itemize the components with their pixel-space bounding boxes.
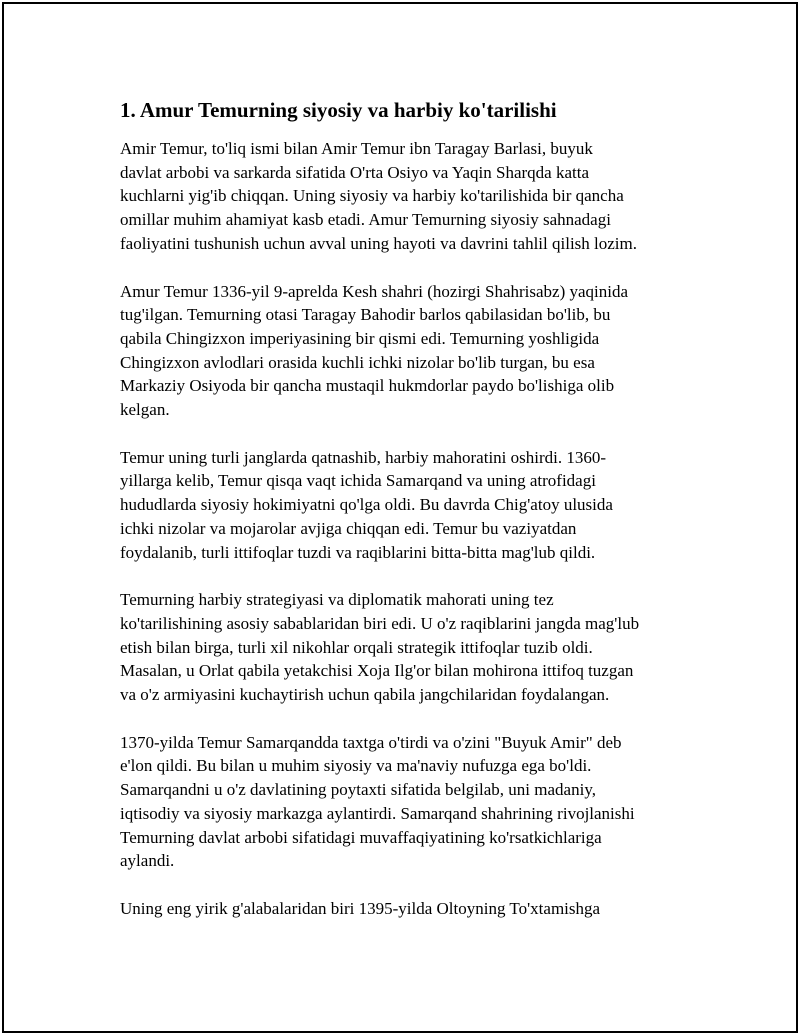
text-line: va o'z armiyasini kuchaytirish uchun qabila jangchilaridan foydalangan. <box>120 685 610 705</box>
paragraph <box>120 897 690 921</box>
paragraph-list <box>120 137 690 921</box>
text-line: davlat arbobi va sarkarda sifatida O'rta Osiyo va Yaqin Sharqda katta <box>120 162 590 182</box>
text-line: foydalanib, turli ittifoqlar tuzdi va raqiblarini bitta-bitta mag'lub qildi. <box>120 542 596 562</box>
paragraph <box>120 137 690 256</box>
text-line: qabila Chingizxon imperiyasining bir qismi edi. Temurning yoshligida <box>120 328 600 348</box>
text-line: etish bilan birga, turli xil nikohlar orqali strategik ittifoqlar tuzib oldi. <box>120 637 593 657</box>
text-line: Amir Temur, to'liq ismi bilan Amir Temur ibn Taragay Barlasi, buyuk <box>120 139 593 158</box>
text-line: aylandi. <box>120 851 175 871</box>
text-line: Temurning davlat arbobi sifatidagi muvaffaqiyatining ko'rsatkichlariga <box>120 827 602 847</box>
text-line: ko'tarilishining asosiy sabablaridan biri edi. U o'z raqiblarini jangda mag'lub <box>120 613 640 633</box>
text-line: ichki nizolar va mojarolar avjiga chiqqan edi. Temur bu vaziyatdan <box>120 518 577 538</box>
text-line: omillar muhim ahamiyat kasb etadi. Amur Temurning siyosiy sahnadagi <box>120 210 611 230</box>
text-line: Temurning harbiy strategiyasi va diplomatik mahorati uning tez <box>120 590 554 610</box>
text-line: Amur Temur 1336-yil 9-aprelda Kesh shahri (hozirgi Shahrisabz) yaqinida <box>120 281 629 301</box>
text-line: Uning eng yirik g'alabalaridan biri 1395-yilda Oltoyning To'xtamishga <box>120 898 601 918</box>
text-line: Chingizxon avlodlari orasida kuchli ichki nizolar bo'lib turgan, bu esa <box>120 352 595 372</box>
text-line: Samarqandni u o'z davlatining poytaxti sifatida belgilab, uni madaniy, <box>120 780 596 800</box>
text-line: yillarga kelib, Temur qisqa vaqt ichida Samarqand va uning atrofidagi <box>120 471 596 491</box>
section-heading: 1. Amur Temurning siyosiy va harbiy ko'tarilishi <box>120 98 557 122</box>
paragraph <box>120 446 690 565</box>
text-line: iqtisodiy va siyosiy markazga aylantirdi. Samarqand shahrining rivojlanishi <box>120 803 635 823</box>
document-body <box>120 97 690 945</box>
text-line: faoliyatini tushunish uchun avval uning hayoti va davrini tahlil qilish lozim. <box>120 233 638 253</box>
page-frame <box>2 2 798 1033</box>
text-line: Markaziy Osiyoda bir qancha mustaqil hukmdorlar paydo bo'lishiga olib <box>120 376 615 396</box>
text-line: 1370-yilda Temur Samarqandda taxtga o'tirdi va o'zini "Buyuk Amir" deb <box>120 732 622 752</box>
paragraph <box>120 588 690 707</box>
text-line: Temur uning turli janglarda qatnashib, harbiy mahoratini oshirdi. 1360- <box>120 447 607 467</box>
text-line: e'lon qildi. Bu bilan u muhim siyosiy va ma'naviy nufuzga ega bo'ldi. <box>120 756 592 776</box>
text-line: tug'ilgan. Temurning otasi Taragay Bahodir barlos qabilasidan bo'lib, bu <box>120 305 611 325</box>
text-line: kuchlarni yig'ib chiqqan. Uning siyosiy va harbiy ko'tarilishida bir qancha <box>120 186 624 206</box>
text-line: hududlarda siyosiy hokimiyatni qo'lga oldi. Bu davrda Chig'atoy ulusida <box>120 495 613 515</box>
text-line: Masalan, u Orlat qabila yetakchisi Xoja Ilg'or bilan mohirona ittifoq tuzgan <box>120 661 634 681</box>
paragraph <box>120 731 690 873</box>
text-line: kelgan. <box>120 400 170 420</box>
paragraph <box>120 280 690 422</box>
